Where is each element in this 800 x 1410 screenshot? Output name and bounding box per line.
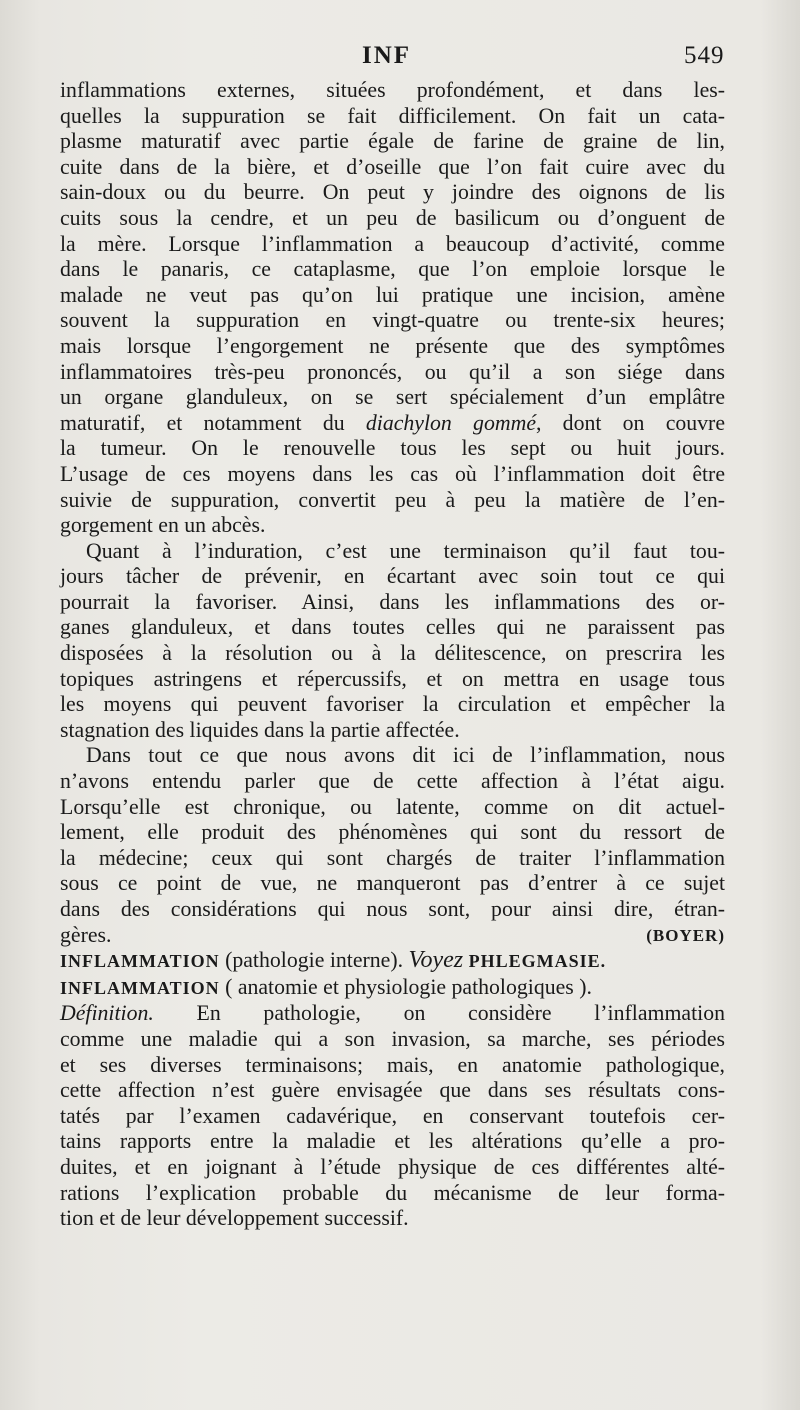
text-line (60, 1001, 725, 1027)
text-line: L’usage de ces moyens dans les cas où l’inflammation doit être (60, 461, 725, 486)
paragraph-induration (60, 539, 725, 744)
text-run: En pathologie, on considère l’inflammation (153, 1001, 725, 1026)
definition-label: Définition. (60, 1001, 154, 1026)
text-line: disposées à la résolution ou à la délitescence, on prescrira les (60, 641, 725, 666)
entry-qualifier: (pathologie interne). (219, 948, 409, 973)
text-line: tains rapports entre la maladie et les altérations qu’elle a pro- (60, 1129, 725, 1154)
text-line: et ses diverses terminaisons; mais, en anatomie pathologique, (60, 1052, 725, 1077)
text-line: Quant à l’induration, c’est une terminaison qu’il faut tou- (86, 538, 725, 563)
text-run: gères. (60, 922, 112, 947)
text-run: maturatif, et notamment du (60, 410, 366, 435)
text-line: jours tâcher de prévenir, en écartant avec soin tout ce qui (60, 564, 725, 589)
body-text (60, 78, 725, 1232)
entry-headword: INFLAMMATION (60, 951, 220, 972)
text-line: malade ne veut pas qu’on lui pratique une incision, amène (60, 282, 725, 307)
text-line: dans le panaris, ce cataplasme, que l’on emploie lorsque le (60, 257, 725, 282)
paragraph-chronic (60, 743, 725, 948)
text-line: un organe glanduleux, on se sert spécialement d’un emplâtre (60, 385, 725, 410)
text-line: gorgement en un abcès. (60, 513, 266, 538)
text-line: cette affection n’est guère envisagée que dans ses résultats cons- (60, 1078, 725, 1103)
text-line: la tumeur. On le renouvelle tous les sept ou huit jours. (60, 436, 725, 461)
entry-inflammation-anatomy (60, 975, 725, 1002)
text-line: tatés par l’examen cadavérique, en conservant toutefois cer- (60, 1103, 725, 1128)
see-reference: Voyez (408, 947, 464, 974)
text-line: Lorsqu’elle est chronique, ou latente, comme on dit actuel- (60, 794, 725, 819)
cross-reference-target: PHLEGMASIE. (463, 951, 607, 972)
running-head: INF (362, 42, 412, 69)
page-number: 549 (684, 42, 725, 69)
text-line: cuits sous la cendre, et un peu de basilicum ou d’onguent de (60, 205, 725, 230)
text-line: rations l’explication probable du mécanisme de leur forma- (60, 1180, 725, 1205)
text-line: sous ce point de vue, ne manqueront pas d’entrer à ce sujet (60, 871, 725, 896)
text-line: dans des considérations qui nous sont, pour ainsi dire, étran- (60, 897, 725, 921)
entry-headword: INFLAMMATION (60, 977, 220, 998)
text-line: n’avons entendu parler que de cette affection à l’état aigu. (60, 769, 725, 794)
text-line: lement, elle produit des phénomènes qui sont du ressort de (60, 820, 725, 845)
text-line: les moyens qui peuvent favoriser la circulation et empêcher la (60, 692, 725, 717)
text-line: inflammatoires très-peu prononcés, ou qu’il a son siége dans (60, 359, 725, 384)
text-line: inflammations externes, situées profondément, et dans les- (60, 78, 725, 102)
entry-qualifier: ( anatomie et physiologie pathologiques ). (219, 974, 592, 999)
text-line: ganes glanduleux, et dans toutes celles qui ne paraissent pas (60, 615, 725, 640)
text-line: duites, et en joignant à l’étude physique de ces différentes alté- (60, 1154, 725, 1179)
text-line (60, 975, 725, 1002)
text-line: topiques astringens et répercussifs, et on mettra en usage tous (60, 666, 725, 691)
italic-term: diachylon gommé (365, 410, 536, 435)
text-line: souvent la suppuration en vingt-quatre ou trente-six heures; (60, 308, 725, 333)
text-line: tion et de leur développement successif. (60, 1206, 409, 1231)
text-run: , dont on couvre (536, 410, 725, 435)
text-line: quelles la suppuration se fait difficilement. On fait un cata- (60, 103, 725, 128)
text-line (60, 411, 725, 437)
text-line: suivie de suppuration, convertit peu à peu la matière de l’en- (60, 487, 725, 512)
text-line: cuite dans de la bière, et d’oseille que l’on fait cuire avec du (60, 154, 725, 179)
page-header (0, 40, 800, 76)
text-line: Dans tout ce que nous avons dit ici de l’inflammation, nous (86, 743, 725, 768)
text-line: pourrait la favoriser. Ainsi, dans les inflammations des or- (60, 589, 725, 614)
text-line: la médecine; ceux qui sont chargés de traiter l’inflammation (60, 845, 725, 870)
paragraph-definition (60, 1001, 725, 1231)
text-line: mais lorsque l’engorgement ne présente que des symptômes (60, 333, 725, 358)
text-line (60, 948, 725, 975)
text-line (60, 923, 725, 949)
text-line: comme une maladie qui a son invasion, sa marche, ses périodes (60, 1026, 725, 1051)
entry-inflammation-internal (60, 948, 725, 975)
author-signature: (BOYER) (646, 925, 725, 945)
paragraph-suppuration (60, 78, 725, 539)
text-line: plasme maturatif avec partie égale de farine de graine de lin, (60, 129, 725, 154)
text-line: la mère. Lorsque l’inflammation a beaucoup d’activité, comme (60, 231, 725, 256)
text-line: sain-doux ou du beurre. On peut y joindre des oignons de lis (60, 180, 725, 205)
text-line: stagnation des liquides dans la partie affectée. (60, 717, 460, 742)
